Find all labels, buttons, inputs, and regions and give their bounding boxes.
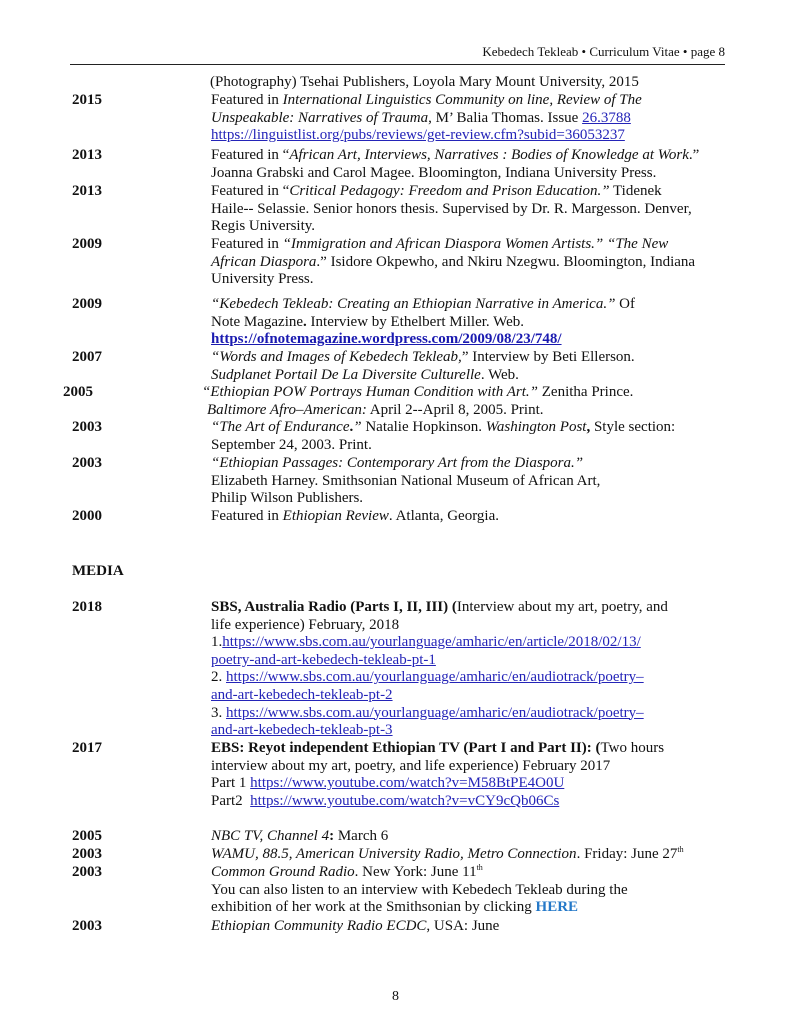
entry-text: Joanna Grabski and Carol Magee. Bloomington, Indiana University Press.	[211, 164, 657, 181]
part-label: Part2	[211, 792, 251, 809]
ofnotemagazine-link[interactable]: https://ofnotemagazine.wordpress.com/2009/08/23/748/	[211, 331, 562, 348]
entry-year: 2003	[72, 918, 102, 934]
entry-text: University Press.	[211, 271, 314, 288]
sbs-link-3-continued[interactable]: and-art-kebedech-tekleab-pt-3	[211, 722, 393, 739]
entry-year: 2013	[72, 183, 102, 199]
entry-title: “Ethiopian Passages: Contemporary Art from the Diaspora.”	[211, 455, 584, 471]
entry-title: African Art, Interviews, Narratives : Bodies of Knowledge at Work	[289, 147, 689, 163]
entry-text: . Atlanta, Georgia.	[388, 508, 500, 524]
entry-text: ” Interview by Beti Ellerson.	[461, 349, 635, 365]
entry-title: NBC TV, Channel 4	[211, 828, 330, 844]
entry-text: ,	[586, 419, 591, 435]
entry-text: Of	[615, 296, 635, 312]
entry-year: 2003	[72, 419, 102, 435]
part-label: Part 1	[211, 775, 251, 792]
entry-text: Regis University.	[211, 218, 316, 235]
linguistlist-link[interactable]: https://linguistlist.org/pubs/reviews/get-review.cfm?subid=36053237	[211, 127, 625, 144]
youtube-link-part-2[interactable]: https://www.youtube.com/watch?v=vCY9cQb06Cs	[250, 792, 560, 809]
entry-text: . Web.	[480, 366, 519, 383]
entry-text: exhibition of her work at the Smithsonian by clicking	[211, 899, 536, 916]
entry-title: International Linguistics Community on line, Review of The	[282, 92, 642, 108]
entry-text: Natalie Hopkinson.	[361, 419, 486, 435]
entry-text: Style section:	[590, 419, 676, 435]
entry-text: . New York: June 11	[354, 864, 477, 880]
entry-title: “Kebedech Tekleab: Creating an Ethiopian Narrative in America.”	[211, 296, 616, 312]
link-number: 1.	[211, 634, 223, 651]
entry-text: .	[349, 419, 354, 435]
entry-title: African Diaspora	[211, 253, 317, 270]
entry-year: 2009	[72, 236, 102, 252]
entry-text: interview about my art, poetry, and life experience) February 2017	[211, 757, 611, 774]
link-number: 3.	[211, 704, 226, 721]
entry-text: Note Magazine	[211, 313, 304, 330]
youtube-link-part-1[interactable]: https://www.youtube.com/watch?v=M58BtPE4O0U	[250, 775, 565, 792]
entry-year: 2003	[72, 864, 102, 880]
page-number: 8	[392, 989, 399, 1004]
entry-text: . Friday: June 27	[576, 846, 678, 862]
entry-text: .	[303, 313, 307, 330]
entry-title: Ethiopian Community Radio ECDC	[211, 918, 427, 934]
sbs-link-1-continued[interactable]: poetry-and-art-kebedech-tekleab-pt-1	[211, 651, 436, 668]
entry-title: EBS: Reyot independent Ethiopian TV (Part I and Part II): (	[211, 740, 601, 756]
entry-text: Featured in “	[211, 147, 290, 163]
entry-text: Zenitha Prince.	[538, 384, 634, 400]
entry-year: 2013	[72, 147, 102, 163]
entry-text: Tidenek	[609, 183, 662, 199]
ordinal-suffix: th	[677, 845, 684, 854]
issue-link[interactable]: 26.3788	[582, 109, 631, 126]
entry-text: , M’ Balia Thomas. Issue	[428, 109, 583, 126]
entry-title: “Words and Images of Kebedech Tekleab,	[211, 349, 462, 365]
entry-title: “Ethiopian POW Portrays Human Condition with Art.”	[202, 384, 538, 400]
entry-text: You can also listen to an interview with Kebedech Tekleab during the	[211, 881, 628, 898]
entry-year: 2003	[72, 455, 102, 471]
running-header: Kebedech Tekleab • Curriculum Vitae • page 8	[70, 44, 725, 65]
entry-year: 2015	[72, 92, 102, 108]
entry-year: 2005	[63, 384, 93, 400]
section-heading-media: MEDIA	[72, 563, 124, 579]
entry-title: Ethiopian Review	[282, 508, 389, 524]
entry-text: Featured in	[211, 236, 283, 252]
entry-title: “Immigration and African Diaspora Women Artists.” “The New	[282, 236, 669, 252]
entry-year: 2018	[72, 599, 102, 615]
entry-title: SBS, Australia Radio (Parts I, II, III) (	[211, 599, 457, 615]
entry-year: 2007	[72, 349, 102, 365]
entry-text: :	[329, 828, 335, 844]
entry-text: Interview by Ethelbert Miller. Web.	[306, 313, 525, 330]
entry-text: September 24, 2003. Print.	[211, 436, 372, 453]
sbs-link-1[interactable]: https://www.sbs.com.au/yourlanguage/amharic/en/article/2018/02/13/	[222, 634, 641, 651]
entry-text: Interview about my art, poetry, and	[456, 599, 668, 615]
entry-publication: Washington Post	[485, 419, 587, 435]
entry-text: April 2--April 8, 2005. Print.	[366, 401, 544, 418]
entry-year: 2005	[72, 828, 102, 844]
entry-title: Critical Pedagogy: Freedom and Prison Education.”	[289, 183, 610, 199]
sbs-link-2[interactable]: https://www.sbs.com.au/yourlanguage/amharic/en/audiotrack/poetry–	[226, 669, 644, 686]
entry-title: “The Art of Endurance	[211, 419, 350, 435]
entry-text: Haile-- Selassie. Senior honors thesis. Supervised by Dr. R. Margesson. Denver,	[211, 200, 692, 217]
entry-text: March 6	[334, 828, 389, 844]
entry-text: Featured in “	[211, 183, 290, 199]
link-number: 2.	[211, 669, 226, 686]
entry-year: 2017	[72, 740, 102, 756]
entry-title: Common Ground Radio	[211, 864, 355, 880]
entry-title: WAMU, 88.5, American University Radio, Metro Connection	[211, 846, 577, 862]
entry-text: .” Isidore Okpewho, and Nkiru Nzegwu. Bloomington, Indiana	[316, 253, 696, 270]
entry-title: Baltimore Afro–American:	[207, 401, 367, 418]
entry-text: Featured in	[211, 92, 283, 108]
entry-title: Sudplanet Portail De La Diversite Culturelle	[211, 366, 481, 383]
entry-text: life experience) February, 2018	[211, 616, 400, 633]
entry-year: 2003	[72, 846, 102, 862]
entry-title: Unspeakable: Narratives of Trauma	[211, 109, 429, 126]
entry-year: 2000	[72, 508, 102, 524]
entry-text: .”	[688, 147, 700, 163]
entry-text: Featured in	[211, 508, 283, 524]
ordinal-suffix: th	[476, 863, 483, 872]
entry-text: Philip Wilson Publishers.	[211, 490, 364, 507]
entry-text: , USA: June	[426, 918, 500, 934]
entry-title: ”	[353, 419, 362, 435]
entry-year: 2009	[72, 296, 102, 312]
sbs-link-2-continued[interactable]: and-art-kebedech-tekleab-pt-2	[211, 686, 393, 703]
here-link[interactable]: HERE	[535, 899, 579, 916]
sbs-link-3[interactable]: https://www.sbs.com.au/yourlanguage/amharic/en/audiotrack/poetry–	[226, 704, 644, 721]
entry-text: Elizabeth Harney. Smithsonian National Museum of African Art,	[211, 472, 601, 489]
entry-text: Two hours	[600, 740, 665, 756]
continuation-text: (Photography) Tsehai Publishers, Loyola Mary Mount University, 2015	[210, 74, 639, 90]
